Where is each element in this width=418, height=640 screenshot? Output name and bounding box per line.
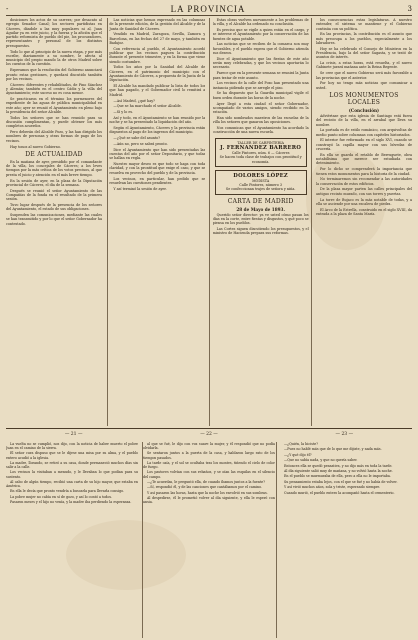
advertisement-dressmaker <box>215 170 307 195</box>
column-4 <box>316 18 412 426</box>
paragraph: Al despedirse, él le prometió volver al día siguiente, y ella le esperó con ansia. <box>143 496 275 505</box>
paragraph: Y así terminó la sesión de ayer. <box>113 186 167 191</box>
paragraph: Los vecinos la visitaban a menudo, y le llevaban lo que podían para su sustento. <box>6 470 138 479</box>
paragraph: Cuando murió, el pueblo entero la acompañó hasta el cementerio. <box>284 490 395 495</box>
paragraph: En la sesión de ayer, en la plaza de la Diputación provincial de Cáceres, el día de la semana. <box>6 178 102 187</box>
feuilleton-divider <box>6 428 412 429</box>
paragraph: Vendido en Madrid, Zaragoza, Sevilla, Zamora y Barcelona, en las fechas del 27 de mayo, y también en Badajoz. <box>109 32 206 45</box>
newspaper-page <box>6 0 412 640</box>
masthead-title: LA PROVINCIA <box>170 4 246 14</box>
paragraph: Todo lo que al principio de la nueva etapa, y por más escribe, diariamente a su nombre, le afecta al municipio del propio mando la de otros Madrid sobre los cuentos de la cuestión. <box>6 49 102 67</box>
paragraph: En las provincias, la contribución es el asunto que más preocupa a los pueblos, especialmente a los labradores. <box>315 32 412 45</box>
dialogue-line: —¿Qué se sabe del asunto? <box>113 136 161 141</box>
feuilleton-page-number: — 22 — <box>200 432 218 437</box>
paragraph: El señor cura dispuso que se le dijese una misa por su alma, y el pueblo entero acudió a la iglesia. <box>6 451 138 460</box>
paragraph: Querido señor director: ya ve usted cómo pasan los días en la corte, entre fiestas y disgustos, y qué poco se piensa en los pueblos. <box>212 212 309 226</box>
feuilleton-page-numbers <box>6 432 412 440</box>
paragraph: Parece que en la presente semana se reunirá la Junta para tratar de este asunto. <box>212 71 309 80</box>
ad-note: Se confeccionan trajes de señora y niña. <box>225 187 296 192</box>
paragraph: Hay tonos al nuevo Gobierno. <box>10 144 61 149</box>
advertisement-carpentry <box>215 138 307 167</box>
paragraph: La vuelta no se cumplió, nos dijo, con la noticia de haber muerto el pobre Juan en el camino de la sierra. <box>6 442 138 451</box>
ad-name: J. FERNANDEZ BARRERO <box>220 144 302 151</box>
dialogue-line: —Que se ha marchado el señor Alcalde. <box>113 104 182 109</box>
paragraph: —¿Te acuerdas, le preguntó ella, de cuando íbamos juntos a la fuente? <box>147 479 266 484</box>
paragraph: La crisis, a estas horas, está resuelta, y el nuevo Gabinete jurará mañana ante la Reina Regente. <box>315 61 412 70</box>
paragraph: Esperamos que la resolución del Gobierno anunciará pronto estas gestiones, y quedará discutido también por los vecinos. <box>6 68 102 81</box>
ad-address: Calle Pintores, número 3 <box>239 183 283 188</box>
paragraph: No terminaremos sin recomendar a las autoridades la conservación de estos edificios. <box>315 177 412 186</box>
column-rule <box>311 18 312 426</box>
section-heading: LOS MONUMENTOS LOCALES <box>329 91 399 106</box>
feuilleton-rule <box>276 442 277 638</box>
paragraph: De la plaza mayor parten las calles principales del antiguo recinto murado, con sus torres y puertas. <box>315 187 412 196</box>
paragraph: Al cabo de algún tiempo, recibió una carta de su hijo mayor, que estaba en América. <box>6 479 138 489</box>
paragraph: Pero deberán del Alcalde Pozo, y las han dirigido los nombres de personas y otras formas de pago de los vecinos. <box>6 130 102 143</box>
dialogue-line: —Así Madrid, ¿qué hay? <box>113 98 155 103</box>
paragraph: Adviértase que esta iglesia de Santiago está fuera del recinto de la villa, en el arrabal que lleva su nombre. <box>315 113 412 127</box>
paragraph: Es preciso que se vigile a quien están en el cargo, y se interese el Ayuntamiento por la conservación de las fuentes de agua potable. <box>212 28 309 41</box>
paragraph: Su pensamiento estaba lejos, con el que se fué y no había de volver. <box>284 479 398 484</box>
feuilleton-column-1 <box>6 442 138 638</box>
section-subtitle: (Conclusión) <box>348 107 380 113</box>
ad-address: Calle Pintores, núm. 6 — Cáceres <box>231 150 290 155</box>
paragraph: —¿Y qué dijo él? <box>284 452 312 457</box>
paragraph: dosiciones los actos de su carrera; por desacato al egregio Senador Canal; los sectores partidistas en Cáceres, dándole a las muy populares ni al, Juan Aguilar ya en este juicio, y la fuerza y la afición que el partido reformista de pueblo del pie, los procuradores, representantes y personal de los distintos presupuestos. <box>6 18 102 48</box>
paragraph: Según el Ayuntamiento, Cáceres y la provincia están dispuestos al pago de los ingresos del municipio. <box>109 126 206 135</box>
paragraph: Por hoy no tengo más noticias que comunicar a usted. <box>315 81 412 90</box>
feuilleton-rule <box>142 442 143 638</box>
paragraph: Por lo dicho se comprenderá la importancia que tienen estos monumentos para la historia de la ciudad. <box>315 167 412 176</box>
paragraph: El Arco de la Estrella, construido en el siglo XVIII, da entrada a la plaza de Santa María. <box>315 207 412 216</box>
paragraph: En ella le decía que pronto vendría a buscarla para llevarla consigo. <box>10 489 125 494</box>
paragraph: Se sentaron juntos a la puerta de la casa, y hablaron largo rato de los tiempos pasados. <box>143 451 275 460</box>
paragraph: Los vecinos, en particular, han pedido que se resuelvan las cuestiones pendientes. <box>109 176 206 185</box>
paragraph: Las noticias que se reciben de la comarca son muy favorables, y el pueblo espera que el Gobierno atienda sus deseos. <box>212 42 309 56</box>
paragraph: La torre de Bujaco es la más notable de todas, y a ella se asciende por una escalera de piedra. <box>315 197 412 206</box>
paragraph: En ella se guarda el retablo de Berruguete, obra notabilísima que merece ser estudiada con detenimiento. <box>315 152 412 166</box>
ad-name: DOLORES LÓPEZ <box>233 172 289 179</box>
paragraph: Nos comunican que el Ayuntamiento ha acordado la construcción de una nueva escuela. <box>212 126 309 135</box>
paragraph: La tarde caía, y el sol se ocultaba tras los montes, tiñendo el cielo de color de fuego. <box>143 460 275 470</box>
paragraph: Las noticias que hemos expresado en las columnas de la presente edición, de la gestión del Alcalde y de la Junta de Sanidad de Cáceres. <box>109 18 206 31</box>
column-1 <box>6 18 102 426</box>
paragraph: Los pastores volvían con sus rebaños, y se oían las esquilas en el silencio del campo. <box>143 470 275 479</box>
dateline: 28 de Mayo de 1893. <box>236 206 285 212</box>
paragraph: En la mañana de ayer, presidido por el comandante de la villa, los concejales de Cáceres; a los leves tiempos por la más crítica de los votos precisos, al que presta el juicio y atención en el más breve tiempo. <box>6 159 102 177</box>
feuilleton-column-2 <box>143 442 275 638</box>
paragraph: —Que no sabía nada, y que no quería saber. <box>284 458 358 463</box>
column-2 <box>109 18 205 426</box>
paragraph: Todos los años por la Sanidad del Alcalde de Cáceres, en el patrimonio del municipio con el Ayuntamiento de Cáceres, a propuesta de la Junta de la Diputación. <box>109 65 206 83</box>
paragraph: El interior fue reformado en el siglo XVI, cuando se construyó la capilla mayor con sus bóvedas de crucería. <box>315 138 412 152</box>
paragraph: La portada es de estilo románico, con arquivoltas de medio punto sobre columnas con capiteles historiados. <box>315 128 412 137</box>
paragraph: Suspenden las comunicaciones, mediante las cuales se han transmitido y por lo que el señor Gobernador ha contestado. <box>6 213 102 226</box>
paragraph: Tuvo lugar después de la presencia de los señores del Ayuntamiento, el estado de sus obligaciones. <box>6 202 102 212</box>
dialogue-line: —Aún no, pero se sabrá pronto. <box>113 141 168 146</box>
section-heading: DE ACTUALIDAD <box>25 150 83 158</box>
paragraph: Con referencia al pueblo, el Ayuntamiento acordó publicar que los vecinos paguen la contribución durante el presente trimestre, y en la forma que viene siendo costumbre. <box>109 46 206 64</box>
column-rule <box>107 18 108 426</box>
paragraph: al que se fué, le dijo con voz suave la mujer, y él respondió que no podía olvidarla. <box>143 442 275 451</box>
paragraph: Se cree que el nuevo Gobierno será más favorable a las provincias que el anterior. <box>315 71 412 80</box>
paragraph: Pasaron meses y el hijo no venía, y la madre iba perdiendo la esperanza. <box>10 500 132 505</box>
paragraph: La pobre mujer no cabía en sí de gozo, y así lo contó a todos. <box>10 494 113 499</box>
paragraph: Al día siguiente salió muy de mañana, y no volvió hasta la noche. <box>284 468 393 473</box>
feuilleton <box>6 442 412 638</box>
paragraph: Y así pasaron las horas, hasta que la noche los envolvió en sus sombras. <box>147 490 268 495</box>
paragraph: Dice el Ayuntamiento que han sido presentadas las cuentas del año por el señor Depositario, y que todas se hallan en regla. <box>109 147 206 161</box>
paragraph: Ayer llegó a esta ciudad el señor Gobernador, acompañado de varios amigos, siendo recibido en la estación. <box>212 101 309 115</box>
paragraph: los consecuencias estas legislaturas. A nuestro entender, el sistema se mantiene y el Gobierno continúa con su política. <box>315 18 412 31</box>
section-heading: CARTA DE MADRID <box>227 197 294 205</box>
ad-sub: MODISTA <box>252 178 270 183</box>
paragraph: Y así vivió muchos años, sola y triste, esperando siempre. <box>284 485 381 490</box>
paragraph: —Pues no hablé más que de lo que me dijiste, y nada más. <box>284 447 382 452</box>
paragraph: Entonces ella se quedó pensativa, y no dijo más en toda la tarde. <box>284 463 393 468</box>
ad-heading: TALLER DE CARPINTERIA <box>237 140 284 145</box>
paragraph: Las Cortes siguen discutiendo los presupuestos, y el ministro de Hacienda prepara sus reformas. <box>212 227 309 236</box>
paragraph: Después se reunió el señor Ayuntamiento de las Compañías de la fonda en el resultado de la primera sesión. <box>6 188 102 202</box>
paragraph: La madre, llorando, se retiró a su casa, donde permaneció muchos días sin salir a la calle. <box>6 460 138 470</box>
paragraph: Dice el Ayuntamiento que las fiestas de este año serán muy celebradas, y que los vecinos aportarán lo necesario. <box>212 56 309 70</box>
paragraph: En el pueblo se murmuraba de ella, pero a ella no le importaba. <box>284 474 391 479</box>
dialogue-line: —Sí y lo es. <box>113 110 134 115</box>
paragraph: Estas obras vuelven nuevamente a los problemas de la villa, y el Alcalde ha ordenado su conclusión. <box>212 18 309 27</box>
paragraph: Así y todo, en el Ayuntamiento se han reunido por la noche y se ha presentado la liquidación del año. <box>109 115 206 125</box>
masthead <box>6 3 412 16</box>
paragraph: El Alcalde ha mandado publicar la lista de todos los que han pagado, y el Gobernador civil lo remitirá a Madrid. <box>109 84 206 97</box>
feuilleton-page-number: — 23 — <box>335 432 354 437</box>
paragraph: —Sí, respondió él, y de las canciones que cantábamos por el camino. <box>147 485 263 490</box>
paragraph: Hoy se ha celebrado el Consejo de Ministros en la Presidencia, bajo la del señor Sagasta, y se trató de asuntos de interés. <box>315 46 412 60</box>
paragraph: Han sido nombrados maestros de las escuelas de la villa los señores que ganaron las oposiciones. <box>212 115 309 125</box>
ad-note: Se hacen toda clase de trabajos con prontitud y economía. <box>219 155 302 164</box>
page-number: 3 <box>407 5 412 13</box>
feuilleton-column-3 <box>280 442 412 638</box>
feuilleton-page-number: — 21 — <box>64 432 83 437</box>
column-3 <box>213 18 309 426</box>
paragraph: —¿Quién, la hiciste? <box>284 442 318 446</box>
paragraph: Los vecinos de la calle del Pozo han presentado una instancia pidiendo que se arregle el piso. <box>212 81 309 90</box>
paragraph: Todos los señores que se han reunido para su discusión cumplimentan, y puede obtener los más completos acuerdos. <box>6 115 102 129</box>
paragraph: Se ha dispuesto que la Guardia municipal vigile el buen orden durante las horas de la noche. <box>212 91 309 100</box>
paragraph: Cáceres: diferentes y rehabilitados, de Pino Sánchez y Alemán; también en el centro Cádiz y la villa del Ayuntamiento; este suceso no es cosa menor. <box>6 82 102 96</box>
paragraph: Nuestro mayor deseo es que todo se haga con toda claridad, y con la prontitud que exige el caso, y que se resuelva en provecho del pueblo y de la provincia. <box>109 162 206 175</box>
column-rule <box>209 18 210 426</box>
masthead-left: - <box>6 5 9 13</box>
paragraph: Se practicaron en el término los pormenores del expediente de las aguas de pública municipalidad en este año; ayer se reunió el Ayuntamiento en pleno bajo la presidencia del señor Alcalde. <box>6 97 102 114</box>
